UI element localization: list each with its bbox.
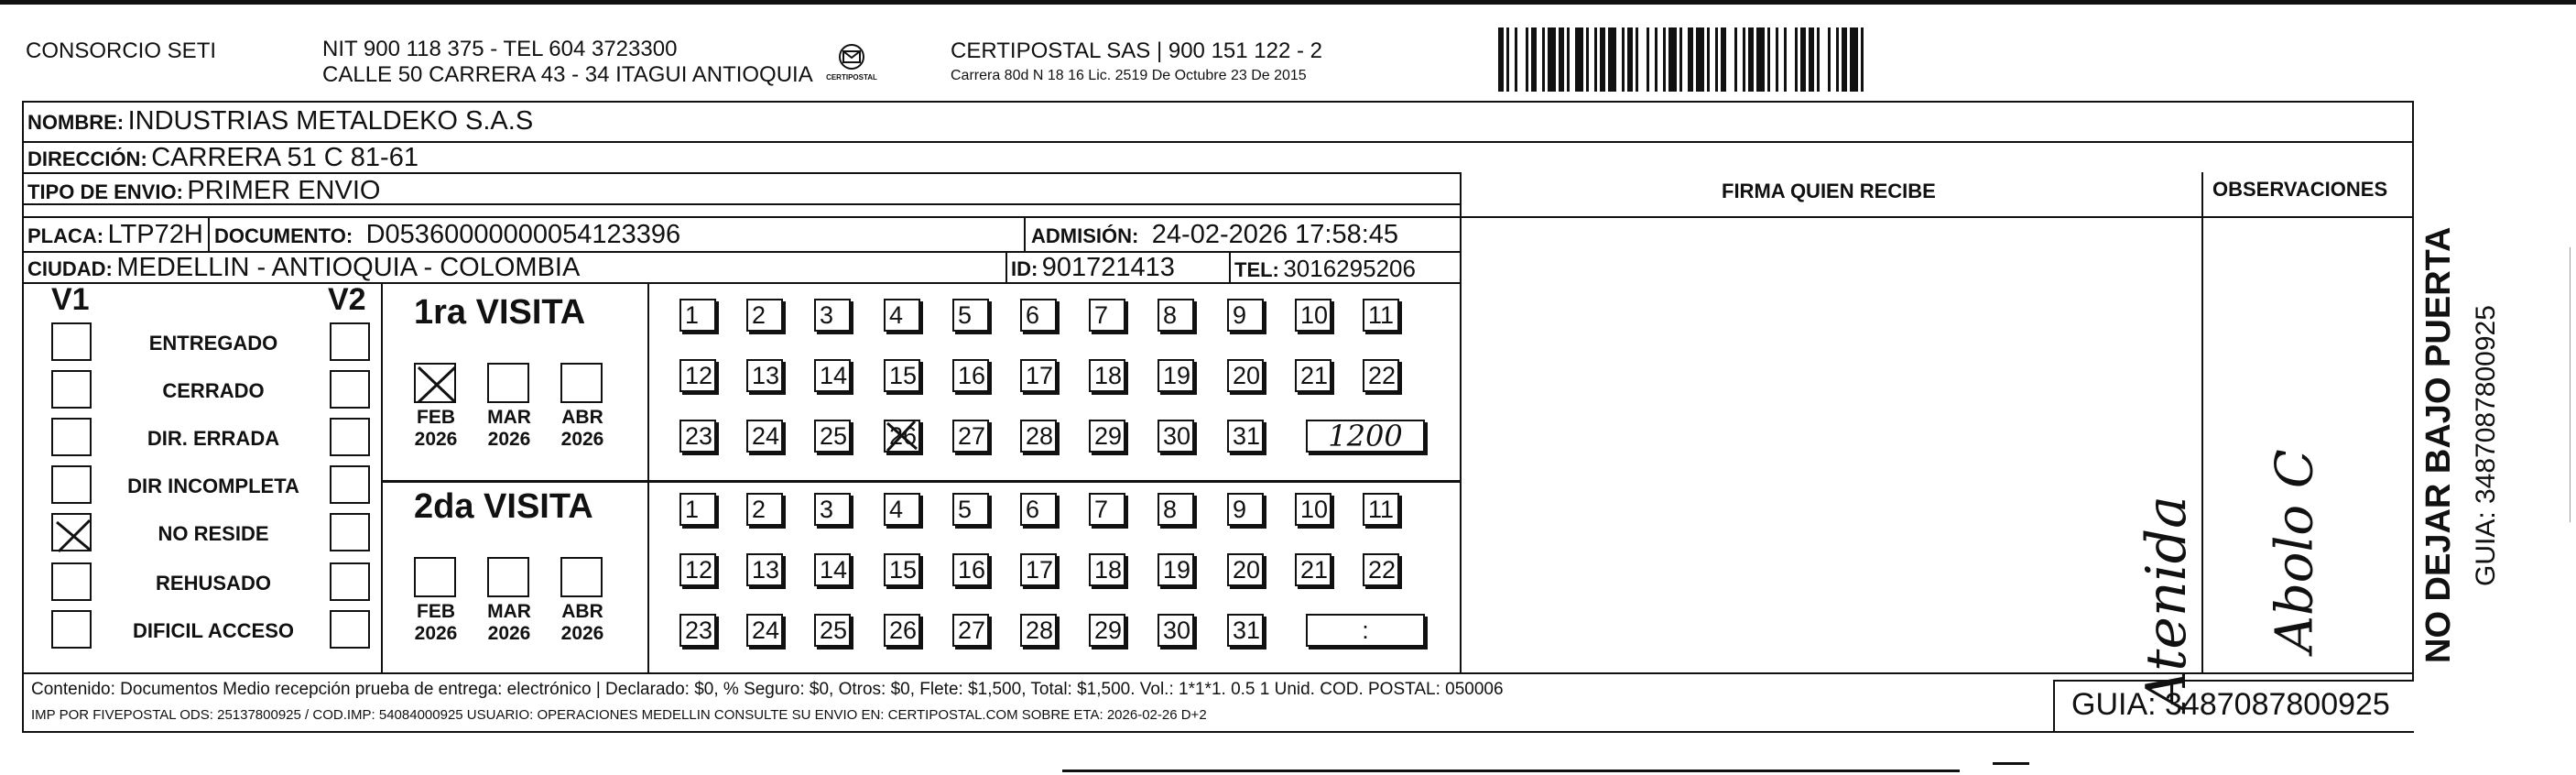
month-label: MAR bbox=[487, 407, 531, 428]
day-box[interactable] bbox=[746, 493, 783, 526]
day-number: 12 bbox=[685, 556, 713, 584]
visit-title: 1ra VISITA bbox=[414, 293, 586, 332]
barcode-bar bbox=[1809, 27, 1814, 92]
barcode-bar bbox=[1688, 27, 1693, 92]
barcode-bar bbox=[1548, 27, 1556, 92]
day-number: 31 bbox=[1233, 617, 1261, 644]
company-name: CONSORCIO SETI bbox=[26, 38, 217, 63]
month-checkbox[interactable] bbox=[487, 363, 529, 403]
day-box[interactable] bbox=[814, 359, 851, 392]
barcode-bar bbox=[1748, 27, 1754, 92]
barcode-bar bbox=[1767, 27, 1770, 92]
day-number: 27 bbox=[958, 422, 986, 450]
day-box[interactable] bbox=[952, 299, 989, 332]
day-box[interactable] bbox=[884, 614, 920, 647]
day-number: 5 bbox=[958, 301, 973, 329]
day-number: 17 bbox=[1026, 556, 1054, 584]
right-edge-line bbox=[2570, 247, 2571, 522]
day-number: 1 bbox=[685, 496, 700, 523]
admision-row bbox=[1031, 220, 1398, 250]
day-number: 6 bbox=[1026, 496, 1040, 523]
day-box[interactable] bbox=[814, 493, 851, 526]
day-box[interactable] bbox=[679, 299, 716, 332]
visit-title: 2da VISITA bbox=[414, 487, 593, 526]
day-box[interactable] bbox=[1020, 553, 1057, 586]
day-number: 19 bbox=[1163, 362, 1191, 389]
day-box[interactable] bbox=[814, 614, 851, 647]
tipo-label: TIPO DE ENVIO: bbox=[27, 180, 183, 203]
v1-checkbox[interactable] bbox=[51, 418, 92, 456]
day-number: 4 bbox=[889, 301, 904, 329]
v1-label: V1 bbox=[51, 282, 90, 317]
status-label: NO RESIDE bbox=[158, 522, 269, 545]
day-box[interactable] bbox=[1227, 553, 1264, 586]
no-dejar-text: NO DEJAR BAJO PUERTA bbox=[2419, 226, 2458, 663]
day-box[interactable] bbox=[1089, 299, 1125, 332]
guia-box-text: GUIA: 3487087800925 bbox=[2071, 687, 2390, 722]
check-mark-icon bbox=[53, 515, 93, 553]
v1-checkbox[interactable] bbox=[51, 465, 92, 504]
day-number: 10 bbox=[1300, 496, 1329, 523]
barcode-bar bbox=[1828, 27, 1831, 92]
day-box[interactable] bbox=[952, 493, 989, 526]
day-number: 6 bbox=[1026, 301, 1040, 329]
status-label: ENTREGADO bbox=[148, 332, 278, 355]
day-box[interactable] bbox=[884, 493, 920, 526]
v2-checkbox[interactable] bbox=[330, 418, 370, 456]
id-value: 901721413 bbox=[1041, 253, 1175, 282]
status-label: DIR INCOMPLETA bbox=[127, 475, 299, 497]
observaciones-label: OBSERVACIONES bbox=[2212, 178, 2388, 201]
months-divider bbox=[647, 282, 649, 672]
day-number: 29 bbox=[1094, 617, 1123, 644]
cross-mark-icon bbox=[416, 365, 458, 405]
day-number: 27 bbox=[958, 617, 986, 644]
barcode-bar bbox=[1696, 27, 1704, 92]
day-number: 18 bbox=[1094, 362, 1123, 389]
obs-divider bbox=[2201, 172, 2203, 672]
day-number: 15 bbox=[889, 556, 918, 584]
day-number: 20 bbox=[1233, 362, 1261, 389]
handwritten-line-2: Atenida bbox=[2135, 496, 2199, 710]
status-label: DIR. ERRADA bbox=[147, 427, 280, 450]
day-box[interactable] bbox=[679, 359, 716, 392]
day-box[interactable] bbox=[746, 359, 783, 392]
day-box[interactable] bbox=[814, 420, 851, 453]
day-number: 13 bbox=[752, 556, 780, 584]
day-box[interactable] bbox=[1020, 420, 1057, 453]
barcode-bar bbox=[1800, 27, 1806, 92]
month-checkbox[interactable] bbox=[414, 363, 456, 403]
imp-line: IMP POR FIVEPOSTAL ODS: 25137800925 / COD.IMP: 54084000925 USUARIO: OPERACIONES MEDELLIN CONSULTE SU ENVIO EN: CERTIPOSTAL.COM SOBRE ETA: 2026-02-26 D+2 bbox=[31, 707, 1207, 723]
barcode-bar bbox=[1707, 27, 1710, 92]
barcode-bar bbox=[1734, 27, 1737, 92]
handwriting-observacion bbox=[2135, 293, 2377, 710]
day-number: 2 bbox=[752, 496, 766, 523]
placa-value: LTP72H bbox=[107, 220, 203, 249]
day-number: 12 bbox=[685, 362, 713, 389]
admision-label: ADMISIÓN: bbox=[1031, 224, 1139, 247]
barcode-bar bbox=[1515, 27, 1517, 92]
day-box[interactable] bbox=[1363, 299, 1399, 332]
day-box[interactable] bbox=[1089, 359, 1125, 392]
day-number: 28 bbox=[1026, 422, 1054, 450]
v2-checkbox[interactable] bbox=[330, 322, 370, 361]
barcode-bar bbox=[1795, 27, 1798, 92]
day-box[interactable] bbox=[884, 359, 920, 392]
day-number: 25 bbox=[820, 422, 848, 450]
day-number: 9 bbox=[1233, 496, 1247, 523]
day-number: 10 bbox=[1300, 301, 1329, 329]
day-box[interactable] bbox=[1020, 299, 1057, 332]
ciudad-row bbox=[27, 253, 580, 283]
day-box[interactable] bbox=[1363, 493, 1399, 526]
v1-checkbox[interactable] bbox=[51, 513, 92, 551]
logo-text: CERTIPOSTAL bbox=[826, 73, 877, 82]
barcode-bar bbox=[1655, 27, 1658, 92]
barcode-bar bbox=[1608, 27, 1616, 92]
id-label: ID: bbox=[1011, 257, 1038, 280]
v2-checkbox[interactable] bbox=[330, 562, 370, 601]
month-checkbox[interactable] bbox=[560, 557, 603, 597]
bottom-rule bbox=[1062, 770, 1960, 772]
v2-checkbox[interactable] bbox=[330, 370, 370, 409]
day-number: 3 bbox=[820, 301, 834, 329]
day-box[interactable] bbox=[679, 493, 716, 526]
day-box[interactable] bbox=[1158, 614, 1194, 647]
firma-divider bbox=[1460, 172, 1462, 672]
month-year-label: 2026 bbox=[487, 429, 531, 450]
placa-row bbox=[27, 220, 203, 250]
day-box[interactable] bbox=[1089, 493, 1125, 526]
barcode-bar bbox=[1586, 27, 1589, 92]
day-box[interactable] bbox=[1020, 359, 1057, 392]
v1-checkbox[interactable] bbox=[51, 610, 92, 649]
tel-divider bbox=[1229, 251, 1231, 282]
day-box[interactable] bbox=[1158, 493, 1194, 526]
day-number: 22 bbox=[1368, 362, 1397, 389]
top-rule bbox=[0, 0, 2576, 5]
day-number: 31 bbox=[1233, 422, 1261, 450]
day-box[interactable] bbox=[884, 299, 920, 332]
day-box[interactable] bbox=[679, 553, 716, 586]
visits-divider bbox=[381, 282, 383, 672]
month-label: FEB bbox=[417, 407, 455, 428]
day-box[interactable] bbox=[1158, 420, 1194, 453]
ciudad-value: MEDELLIN - ANTIOQUIA - COLOMBIA bbox=[116, 253, 581, 282]
day-box[interactable] bbox=[952, 614, 989, 647]
time-value: 1200 bbox=[1328, 419, 1403, 453]
certipostal-line: CERTIPOSTAL SAS | 900 151 122 - 2 bbox=[951, 38, 1322, 63]
address-line: CALLE 50 CARRERA 43 - 34 ITAGUI ANTIOQUIA bbox=[322, 62, 813, 87]
v2-checkbox[interactable] bbox=[330, 465, 370, 504]
admision-value: 24-02-2026 17:58:45 bbox=[1151, 220, 1399, 249]
day-box[interactable] bbox=[952, 553, 989, 586]
day-box[interactable] bbox=[884, 553, 920, 586]
time-box[interactable] bbox=[1306, 614, 1425, 647]
day-number: 19 bbox=[1163, 556, 1191, 584]
day-number: 3 bbox=[820, 496, 834, 523]
month-checkbox[interactable] bbox=[560, 363, 603, 403]
day-number: 7 bbox=[1094, 301, 1109, 329]
id-divider bbox=[1005, 251, 1007, 282]
license-line: Carrera 80d N 18 16 Lic. 2519 De Octubre 23 De 2015 bbox=[951, 68, 1307, 83]
barcode-bar bbox=[1776, 27, 1778, 92]
day-box[interactable] bbox=[1089, 614, 1125, 647]
day-number: 14 bbox=[820, 362, 848, 389]
barcode-bar bbox=[1526, 27, 1528, 92]
day-box[interactable] bbox=[1295, 553, 1331, 586]
tel-label: TEL: bbox=[1234, 258, 1279, 281]
status-label: CERRADO bbox=[162, 379, 265, 402]
v2-checkbox[interactable] bbox=[330, 610, 370, 649]
day-number: 1 bbox=[685, 301, 700, 329]
direccion-row bbox=[27, 143, 418, 173]
day-box[interactable] bbox=[746, 299, 783, 332]
v2-label: V2 bbox=[328, 282, 366, 317]
day-number: 26 bbox=[889, 617, 918, 644]
barcode-bar bbox=[1647, 27, 1649, 92]
day-number: 5 bbox=[958, 496, 973, 523]
documento-label: DOCUMENTO: bbox=[214, 224, 353, 247]
month-label: FEB bbox=[417, 601, 455, 622]
day-box[interactable] bbox=[1020, 614, 1057, 647]
barcode-bar bbox=[1636, 27, 1638, 92]
barcode-bar bbox=[1506, 27, 1509, 92]
barcode-bar bbox=[1842, 27, 1847, 92]
day-box[interactable] bbox=[1295, 299, 1331, 332]
month-checkbox[interactable] bbox=[487, 557, 529, 597]
barcode-bar bbox=[1721, 27, 1726, 92]
day-box[interactable] bbox=[1227, 420, 1264, 453]
footer-divider bbox=[22, 672, 2414, 674]
month-label: ABR bbox=[561, 407, 603, 428]
barcode-bar bbox=[1559, 27, 1564, 92]
day-box[interactable] bbox=[952, 420, 989, 453]
placa-divider bbox=[208, 216, 210, 251]
day-box[interactable] bbox=[1295, 359, 1331, 392]
barcode-bar bbox=[1498, 27, 1504, 92]
barcode-bar bbox=[1817, 27, 1820, 92]
day-number: 17 bbox=[1026, 362, 1054, 389]
day-box[interactable] bbox=[1227, 359, 1264, 392]
tel-row bbox=[1234, 255, 1416, 283]
barcode-bar bbox=[1850, 27, 1858, 92]
barcode-bar bbox=[1575, 27, 1583, 92]
barcode-bar bbox=[1861, 27, 1864, 92]
direccion-label: DIRECCIÓN: bbox=[27, 147, 147, 170]
day-number: 4 bbox=[889, 496, 904, 523]
day-number: 2 bbox=[752, 301, 766, 329]
barcode-bar bbox=[1622, 27, 1625, 92]
ciudad-label: CIUDAD: bbox=[27, 257, 113, 280]
barcode-bar bbox=[1567, 27, 1570, 92]
bottom-rule-short bbox=[1993, 762, 2029, 765]
nit-line: NIT 900 118 375 - TEL 604 3723300 bbox=[322, 37, 678, 61]
nombre-row bbox=[27, 106, 533, 136]
certipostal-logo bbox=[826, 40, 877, 84]
day-number: 16 bbox=[958, 362, 986, 389]
nombre-label: NOMBRE: bbox=[27, 111, 125, 134]
day-box[interactable] bbox=[1158, 299, 1194, 332]
day-box[interactable] bbox=[1363, 553, 1399, 586]
placa-label: PLACA: bbox=[27, 224, 104, 247]
day-number: 20 bbox=[1233, 556, 1261, 584]
v1-checkbox[interactable] bbox=[51, 370, 92, 409]
handwritten-line-1: Abolo C bbox=[2265, 449, 2325, 653]
day-number: 11 bbox=[1368, 496, 1395, 523]
month-label: MAR bbox=[487, 601, 531, 622]
day-number: 8 bbox=[1163, 496, 1178, 523]
day-number: 25 bbox=[820, 617, 848, 644]
day-number: 30 bbox=[1163, 422, 1191, 450]
documento-value: D05360000000054123396 bbox=[365, 220, 681, 249]
direccion-value: CARRERA 51 C 81-61 bbox=[151, 143, 418, 172]
day-number: 24 bbox=[752, 422, 780, 450]
day-number: 23 bbox=[685, 422, 713, 450]
day-number: 14 bbox=[820, 556, 848, 584]
admision-divider bbox=[1024, 216, 1026, 251]
firma-label: FIRMA QUIEN RECIBE bbox=[1722, 180, 1936, 202]
day-number: 15 bbox=[889, 362, 918, 389]
time-box[interactable] bbox=[1306, 420, 1425, 453]
month-label: ABR bbox=[561, 601, 603, 622]
day-number: 16 bbox=[958, 556, 986, 584]
nombre-value: INDUSTRIAS METALDEKO S.A.S bbox=[127, 106, 534, 136]
barcode-bar bbox=[1627, 27, 1633, 92]
row-divider bbox=[22, 216, 2414, 218]
cross-mark-icon bbox=[884, 420, 920, 459]
day-number: 7 bbox=[1094, 496, 1109, 523]
tel-value: 3016295206 bbox=[1283, 255, 1416, 282]
barcode-bar bbox=[1542, 27, 1545, 92]
day-box[interactable] bbox=[1363, 359, 1399, 392]
barcode bbox=[1498, 27, 2158, 92]
status-label: REHUSADO bbox=[156, 572, 271, 595]
day-box[interactable] bbox=[884, 420, 920, 453]
tipo-row bbox=[27, 176, 380, 206]
documento-row bbox=[214, 220, 680, 250]
barcode-bar bbox=[1668, 27, 1677, 92]
day-box[interactable] bbox=[1020, 493, 1057, 526]
month-year-label: 2026 bbox=[560, 623, 604, 644]
v1-checkbox[interactable] bbox=[51, 322, 92, 361]
day-number: 23 bbox=[685, 617, 713, 644]
day-number: 28 bbox=[1026, 617, 1054, 644]
day-box[interactable] bbox=[679, 614, 716, 647]
day-box[interactable] bbox=[1158, 359, 1194, 392]
day-box[interactable] bbox=[952, 359, 989, 392]
day-box[interactable] bbox=[1227, 614, 1264, 647]
day-number: 9 bbox=[1233, 301, 1247, 329]
day-number: 11 bbox=[1368, 301, 1395, 329]
day-box[interactable] bbox=[1227, 493, 1264, 526]
contenido-line: Contenido: Documentos Medio recepción prueba de entrega: electrónico | Declarado: $0, % Seguro: $0, Otros: $0, Flete: $1,500, Total: $1,500. Vol.: 1*1*1. 0.5 1 Unid. COD. POSTAL: 050006 bbox=[31, 680, 1504, 699]
day-box[interactable] bbox=[1089, 553, 1125, 586]
day-number: 26 bbox=[889, 422, 918, 450]
month-year-label: 2026 bbox=[414, 429, 458, 450]
day-box[interactable] bbox=[746, 420, 783, 453]
barcode-bar bbox=[1784, 27, 1787, 92]
barcode-bar bbox=[1836, 27, 1839, 92]
barcode-bar bbox=[1531, 27, 1537, 92]
status-label: DIFICIL ACCESO bbox=[132, 619, 294, 642]
day-number: 29 bbox=[1094, 422, 1123, 450]
barcode-bar bbox=[1663, 27, 1666, 92]
day-number: 22 bbox=[1368, 556, 1397, 584]
day-box[interactable] bbox=[814, 299, 851, 332]
day-number: 18 bbox=[1094, 556, 1123, 584]
v1-checkbox[interactable] bbox=[51, 562, 92, 601]
day-number: 21 bbox=[1300, 556, 1329, 584]
month-checkbox[interactable] bbox=[414, 557, 456, 597]
day-box[interactable] bbox=[814, 553, 851, 586]
day-number: 30 bbox=[1163, 617, 1191, 644]
day-box[interactable] bbox=[1295, 493, 1331, 526]
day-box[interactable] bbox=[746, 614, 783, 647]
day-number: 8 bbox=[1163, 301, 1178, 329]
day-box[interactable] bbox=[1089, 420, 1125, 453]
month-year-label: 2026 bbox=[560, 429, 604, 450]
day-box[interactable] bbox=[746, 553, 783, 586]
barcode-bar bbox=[1600, 27, 1605, 92]
visit-separator bbox=[381, 480, 1460, 483]
month-year-label: 2026 bbox=[414, 623, 458, 644]
tipo-value: PRIMER ENVIO bbox=[187, 176, 381, 205]
day-number: 24 bbox=[752, 617, 780, 644]
barcode-bar bbox=[1715, 27, 1718, 92]
day-number: 21 bbox=[1300, 362, 1329, 389]
side-guia-text: GUIA: 3487087800925 bbox=[2471, 305, 2501, 586]
barcode-bar bbox=[1743, 27, 1745, 92]
day-number: 13 bbox=[752, 362, 780, 389]
id-row bbox=[1011, 253, 1175, 283]
day-box[interactable] bbox=[679, 420, 716, 453]
day-box[interactable] bbox=[1227, 299, 1264, 332]
barcode-bar bbox=[1756, 27, 1765, 92]
day-box[interactable] bbox=[1158, 553, 1194, 586]
v2-checkbox[interactable] bbox=[330, 513, 370, 551]
time-value: : bbox=[1362, 617, 1369, 644]
month-year-label: 2026 bbox=[487, 623, 531, 644]
barcode-bar bbox=[1594, 27, 1597, 92]
barcode-bar bbox=[1679, 27, 1682, 92]
